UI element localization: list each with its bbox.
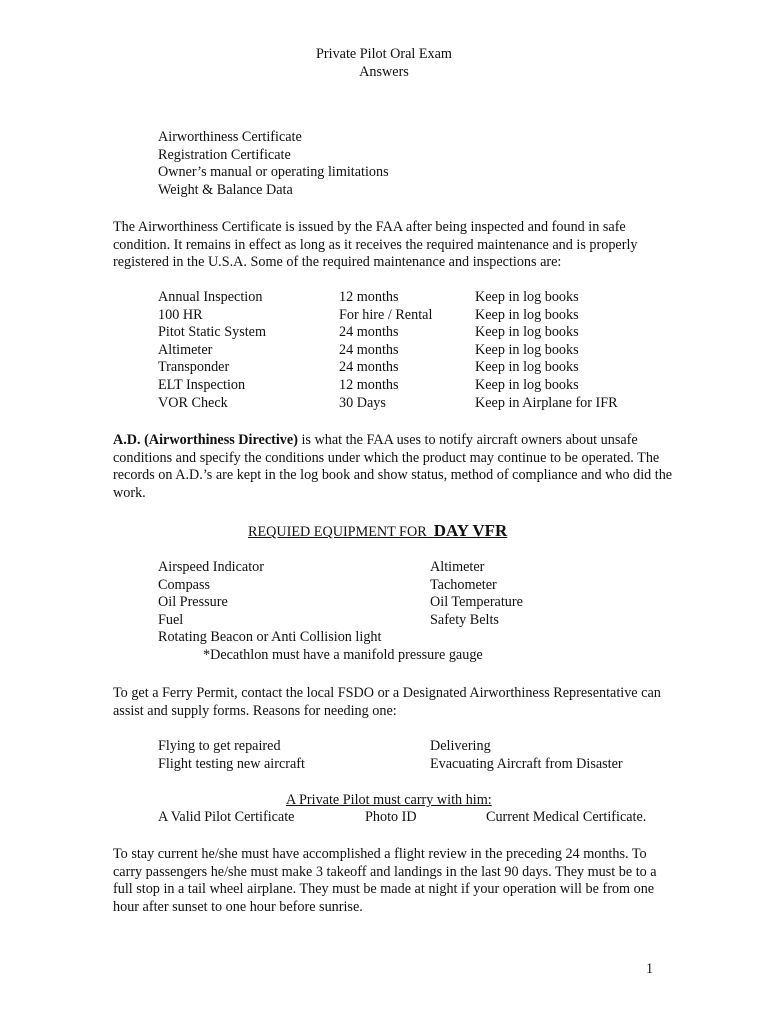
equipment-item: Fuel bbox=[158, 611, 184, 628]
table-row bbox=[158, 377, 658, 395]
ferry-reason: Flight testing new aircraft bbox=[158, 755, 305, 772]
list-item: Owner’s manual or operating limitations bbox=[158, 164, 389, 181]
inspection-interval: 12 months bbox=[339, 289, 399, 305]
table-row bbox=[158, 395, 658, 413]
table-row bbox=[158, 809, 678, 827]
inspection-item: Altimeter bbox=[158, 341, 213, 358]
table-row bbox=[158, 289, 658, 307]
inspection-item: Transponder bbox=[158, 359, 230, 376]
inspection-record: Keep in log books bbox=[475, 289, 579, 305]
inspection-record: Keep in log books bbox=[475, 324, 579, 341]
list-item: Airworthiness Certificate bbox=[158, 129, 302, 145]
ad-term: A.D. (Airworthiness Directive) bbox=[113, 432, 298, 448]
day-vfr-heading bbox=[248, 522, 507, 542]
equipment-item: Airspeed Indicator bbox=[158, 559, 264, 575]
inspections-table bbox=[158, 289, 658, 412]
day-vfr-equipment bbox=[158, 559, 658, 665]
ad-paragraph bbox=[113, 432, 678, 502]
inspection-record: Keep in log books bbox=[475, 306, 579, 323]
currency-paragraph: To stay current he/she must have accomplished a flight review in the preceding 24 months. To carry passengers he/she must make 3 takeoff and landings in the last 90 days. They must be to a full stop in a tail wheel airplane. They must be made at night if your operation will be from one hour after sunset to one hour before sunrise. bbox=[113, 846, 657, 915]
ferry-reason: Flying to get repaired bbox=[158, 738, 281, 754]
carry-items bbox=[158, 809, 678, 827]
inspection-item: VOR Check bbox=[158, 394, 228, 411]
airworthiness-paragraph: The Airworthiness Certificate is issued by the FAA after being inspected and found in safe condition. It remains in effect as long as it receives the required maintenance and is properly registered in the U.S.A. Some of the required maintenance and inspections are: bbox=[113, 219, 638, 271]
inspection-item: Annual Inspection bbox=[158, 289, 263, 305]
inspection-interval: For hire / Rental bbox=[339, 306, 433, 323]
ferry-reasons bbox=[158, 738, 658, 773]
table-row bbox=[158, 342, 658, 360]
equipment-extra: Rotating Beacon or Anti Collision light bbox=[158, 629, 382, 646]
equipment-item: Oil Pressure bbox=[158, 594, 228, 611]
carry-item: A Valid Pilot Certificate bbox=[158, 809, 295, 825]
inspection-interval: 24 months bbox=[339, 359, 399, 376]
table-row bbox=[158, 307, 658, 325]
equipment-item: Tachometer bbox=[430, 576, 497, 593]
carry-item: Current Medical Certificate. bbox=[486, 809, 647, 825]
list-item: Weight & Balance Data bbox=[158, 181, 293, 198]
table-row bbox=[158, 359, 658, 377]
page-subtitle: Answers bbox=[359, 64, 409, 80]
ad-text: is what the FAA uses to notify aircraft owners about unsafe conditions and specify the conditions under which the product may continue to be operated. The records on A.D.’s are kept in the log book and show status, method of compliance and who did the work. bbox=[113, 432, 673, 501]
equipment-item: Altimeter bbox=[430, 559, 485, 575]
inspection-item: 100 HR bbox=[158, 306, 203, 323]
inspection-record: Keep in log books bbox=[475, 376, 579, 393]
inspection-item: Pitot Static System bbox=[158, 324, 266, 341]
carry-heading: A Private Pilot must carry with him: bbox=[286, 792, 492, 808]
table-row bbox=[158, 738, 658, 756]
ferry-reason: Evacuating Aircraft from Disaster bbox=[430, 755, 623, 772]
inspection-interval: 24 months bbox=[339, 324, 399, 341]
inspection-item: ELT Inspection bbox=[158, 376, 246, 393]
table-row bbox=[158, 577, 658, 595]
inspection-record: Keep in log books bbox=[475, 341, 579, 358]
equipment-item: Safety Belts bbox=[430, 611, 499, 628]
table-row bbox=[158, 594, 658, 612]
day-vfr-heading-text: REQUIED EQUIPMENT FOR bbox=[248, 524, 427, 540]
page-title: Private Pilot Oral Exam bbox=[316, 46, 452, 62]
day-vfr-heading-emphasis: DAY VFR bbox=[433, 521, 508, 540]
inspection-interval: 24 months bbox=[339, 341, 399, 358]
table-row bbox=[158, 559, 658, 577]
inspection-record: Keep in log books bbox=[475, 359, 579, 376]
equipment-item: Compass bbox=[158, 576, 211, 593]
table-row bbox=[158, 756, 658, 774]
equipment-item: Oil Temperature bbox=[430, 594, 523, 611]
carry-item: Photo ID bbox=[365, 809, 417, 825]
page-number: 1 bbox=[646, 961, 654, 977]
documents-list bbox=[158, 129, 389, 199]
ferry-reason: Delivering bbox=[430, 738, 491, 754]
table-row bbox=[158, 324, 658, 342]
table-row bbox=[158, 612, 658, 630]
inspection-interval: 30 Days bbox=[339, 394, 386, 411]
inspection-interval: 12 months bbox=[339, 376, 399, 393]
ferry-paragraph: To get a Ferry Permit, contact the local FSDO or a Designated Airworthiness Representative can assist and supply forms. Reasons for needing one: bbox=[113, 685, 661, 719]
equipment-note: *Decathlon must have a manifold pressure gauge bbox=[203, 646, 483, 663]
list-item: Registration Certificate bbox=[158, 146, 291, 163]
inspection-record: Keep in Airplane for IFR bbox=[475, 394, 618, 411]
